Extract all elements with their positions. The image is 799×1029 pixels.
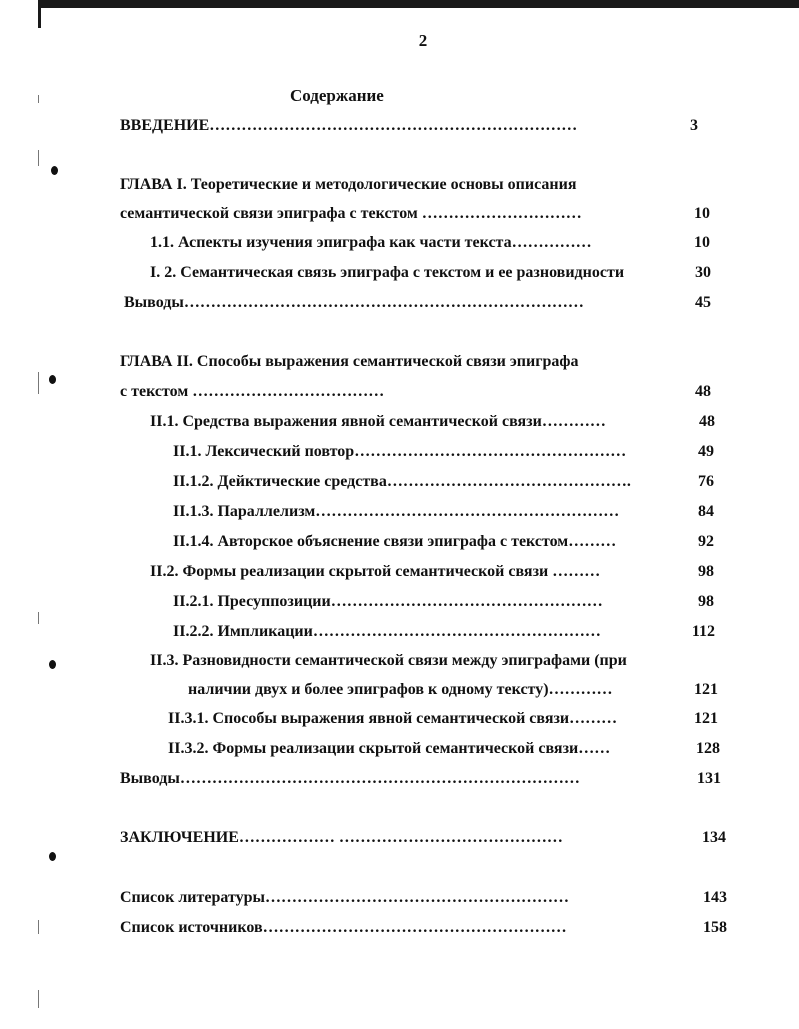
toc-entry-s2-3-line1: II.3. Разновидности семантической связи между эпиграфами (при bbox=[150, 652, 627, 669]
margin-dot bbox=[49, 852, 56, 861]
toc-entry-s2-1-4: II.1.4. Авторское объяснение связи эпиграфа с текстом……… bbox=[173, 533, 617, 550]
toc-entry-s2-3-2: II.3.2. Формы реализации скрытой семантической связи…… bbox=[168, 740, 611, 757]
toc-page-s2-1-1: 49 bbox=[698, 443, 714, 460]
toc-page-s2-1: 48 bbox=[699, 413, 715, 430]
toc-entry-s2-2-1: II.2.1. Пресуппозиции…………………………………………… bbox=[173, 593, 603, 610]
margin-dot bbox=[51, 166, 58, 175]
toc-entry-s2-1-3: II.1.3. Параллелизм………………………………………………… bbox=[173, 503, 620, 520]
toc-page-s2-2: 98 bbox=[698, 563, 714, 580]
margin-mark bbox=[38, 150, 39, 166]
toc-entry-sources: Список источников………………………………………………… bbox=[120, 919, 567, 936]
toc-entry-chapter1-line2: семантической связи эпиграфа с текстом ………………………… bbox=[120, 205, 582, 222]
toc-page-s2-2-1: 98 bbox=[698, 593, 714, 610]
toc-page-s2-1-2: 76 bbox=[698, 473, 714, 490]
toc-page-s1-1: 10 bbox=[694, 234, 710, 251]
toc-page-references: 143 bbox=[703, 889, 727, 906]
toc-page-chapter1: 10 bbox=[694, 205, 710, 222]
toc-entry-conclusions2: Выводы………………………………………………………………… bbox=[120, 770, 580, 787]
toc-entry-s2-1-1: II.1. Лексический повтор…………………………………………… bbox=[173, 443, 627, 460]
toc-page-s1-2: 30 bbox=[695, 264, 711, 281]
toc-entry-chapter2-line1: ГЛАВА II. Способы выражения семантической связи эпиграфа bbox=[120, 353, 579, 370]
toc-page-conclusion: 134 bbox=[702, 829, 726, 846]
toc-page-introduction: 3 bbox=[690, 117, 698, 134]
toc-page-s2-1-3: 84 bbox=[698, 503, 714, 520]
margin-mark bbox=[38, 95, 39, 103]
toc-entry-s1-2: I. 2. Семантическая связь эпиграфа с текстом и ее разновидности bbox=[150, 264, 625, 281]
scan-edge-left bbox=[38, 0, 41, 28]
toc-entry-chapter1-line1: ГЛАВА I. Теоретические и методологические основы описания bbox=[120, 176, 577, 193]
scan-edge-top bbox=[38, 0, 799, 8]
toc-page-s2-1-4: 92 bbox=[698, 533, 714, 550]
toc-page-conclusions1: 45 bbox=[695, 294, 711, 311]
page-number: 2 bbox=[418, 31, 428, 50]
toc-page-conclusions2: 131 bbox=[697, 770, 721, 787]
toc-entry-s2-3-line2: наличии двух и более эпиграфов к одному тексту)………… bbox=[188, 681, 613, 698]
toc-entry-references: Список литературы………………………………………………… bbox=[120, 889, 569, 906]
margin-dot bbox=[49, 660, 56, 669]
toc-entry-chapter2-line2: с текстом ……………………………… bbox=[120, 383, 385, 400]
margin-mark bbox=[38, 990, 39, 1008]
toc-heading: Содержание bbox=[290, 86, 384, 105]
toc-entry-s2-1: II.1. Средства выражения явной семантической связи………… bbox=[150, 413, 606, 430]
margin-mark bbox=[38, 920, 39, 934]
margin-mark bbox=[38, 612, 39, 624]
toc-entry-s2-3-1: II.3.1. Способы выражения явной семантической связи……… bbox=[168, 710, 618, 727]
toc-page-s2-3: 121 bbox=[694, 681, 718, 698]
toc-entry-s2-2-2: II.2.2. Импликации……………………………………………… bbox=[173, 623, 601, 640]
toc-page-s2-3-2: 128 bbox=[696, 740, 720, 757]
toc-page-chapter2: 48 bbox=[695, 383, 711, 400]
toc-page-sources: 158 bbox=[703, 919, 727, 936]
toc-entry-s2-2: II.2. Формы реализации скрытой семантической связи ……… bbox=[150, 563, 601, 580]
toc-entry-s2-1-2: II.1.2. Дейктические средства………………………………………. bbox=[173, 473, 631, 490]
toc-page-s2-3-1: 121 bbox=[694, 710, 718, 727]
toc-page-s2-2-2: 112 bbox=[691, 623, 715, 640]
toc-entry-conclusions1: Выводы………………………………………………………………… bbox=[124, 294, 584, 311]
toc-entry-conclusion: ЗАКЛЮЧЕНИЕ……………… …………………………………… bbox=[120, 829, 563, 846]
toc-entry-introduction: ВВЕДЕНИЕ…………………………………………………………… bbox=[120, 117, 578, 134]
margin-mark bbox=[38, 372, 39, 394]
margin-dot bbox=[49, 375, 56, 384]
toc-entry-s1-1: 1.1. Аспекты изучения эпиграфа как части текста…………… bbox=[150, 234, 592, 251]
